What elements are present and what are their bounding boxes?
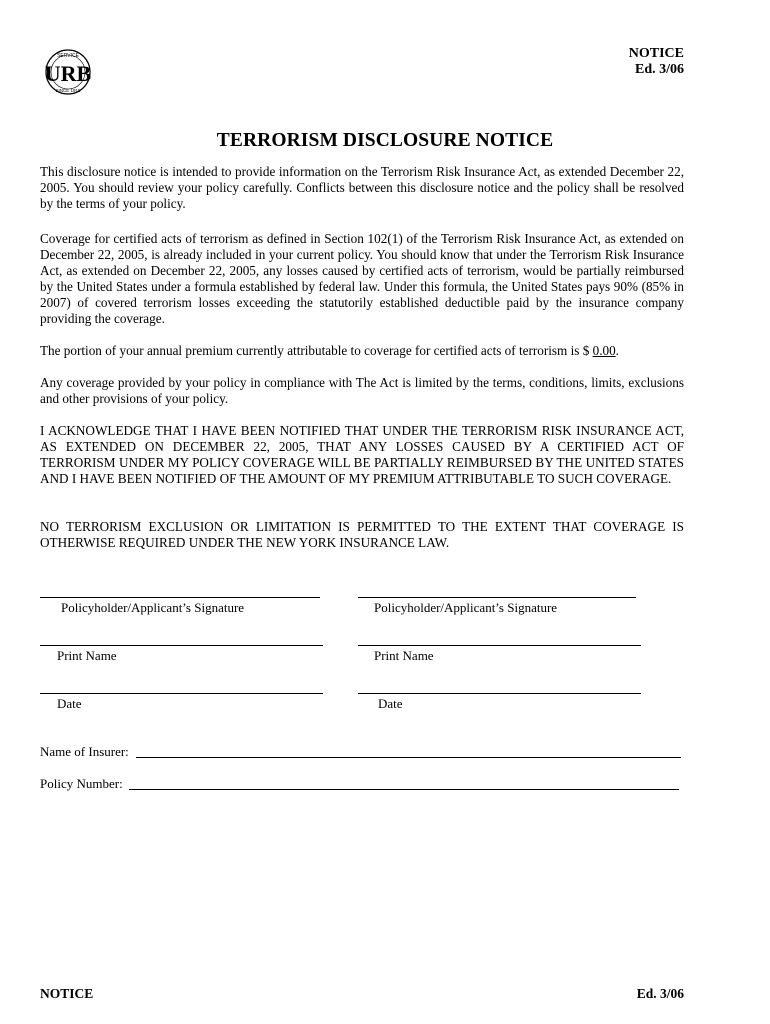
paragraph-limitations: Any coverage provided by your policy in compliance with The Act is limited by the terms, conditions, limits, exclusions and other provisions of your policy. [40,375,684,406]
paragraph-premium [40,343,684,359]
paragraph-acknowledgement: I ACKNOWLEDGE THAT I HAVE BEEN NOTIFIED THAT UNDER THE TERRORISM RISK INSURANCE ACT, AS EXTENDED ON DECEMBER 22, 2005, THAT ANY LOSSES CAUSED BY A CERTIFIED ACT OF TERRORISM UNDER MY POLICY COVERAGE WILL BE PARTIALLY REIMBURSED BY THE UNITED STATES AND I HAVE BEEN NOTIFIED OF THE AMOUNT OF MY PREMIUM ATTRIBUTABLE TO SUCH COVERAGE. [40,423,684,486]
svg-text:SINCE 1918: SINCE 1918 [55,88,81,93]
right-signature-line[interactable] [358,597,636,598]
svg-text:URB: URB [44,61,92,86]
left-date-label: Date [57,696,82,711]
left-print-name-line[interactable] [40,645,323,646]
footer-notice: NOTICE [40,986,94,1001]
right-date-label: Date [378,696,403,711]
notice-header [629,46,684,78]
left-date-line[interactable] [40,693,323,694]
policy-number-label: Policy Number: [40,776,123,791]
insurer-field-line[interactable] [136,757,681,758]
premium-suffix: . [615,343,619,358]
left-signature-line[interactable] [40,597,320,598]
right-date-line[interactable] [358,693,641,694]
notice-label: NOTICE [628,46,684,61]
footer-edition: Ed. 3/06 [636,986,684,1001]
paragraph-coverage: Coverage for certified acts of terrorism as defined in Section 102(1) of the Terrorism Risk Insurance Act, as extended on December 22, 2005, is already included in your current policy. You should know that under the Terrorism Risk Insurance Act, as extended on December 22, 2005, any losses caused by certified acts of terrorism, would be partially reimbursed by the United States under a formula established by federal law. Under this formula, the United States pays 90% (85% in 2007) of covered terrorism losses exceeding the statutorily established deductible paid by the insurance company providing the coverage. [40,231,684,326]
insurer-field-label: Name of Insurer: [40,744,129,759]
premium-amount: 0.00 [592,343,616,358]
right-print-name-label: Print Name [374,648,434,663]
right-signature-label: Policyholder/Applicant’s Signature [374,600,558,615]
left-signature-label: Policyholder/Applicant’s Signature [61,600,245,615]
urb-logo [38,46,98,98]
document-title: TERRORISM DISCLOSURE NOTICE [216,130,554,151]
svg-text:SERVICE: SERVICE [57,53,79,59]
left-print-name-label: Print Name [57,648,117,663]
edition-label: Ed. 3/06 [634,62,684,77]
right-print-name-line[interactable] [358,645,641,646]
policy-number-line[interactable] [129,789,679,790]
paragraph-ny-law: NO TERRORISM EXCLUSION OR LIMITATION IS PERMITTED TO THE EXTENT THAT COVERAGE IS OTHERWISE REQUIRED UNDER THE NEW YORK INSURANCE LAW. [40,519,684,550]
paragraph-intro: This disclosure notice is intended to provide information on the Terrorism Risk Insurance Act, as extended December 22, 2005. You should review your policy carefully. Conflicts between this disclosure notice and the policy shall be resolved by the terms of your policy. [40,164,684,211]
premium-text: The portion of your annual premium currently attributable to coverage for certified acts of terrorism is $ [40,343,593,358]
